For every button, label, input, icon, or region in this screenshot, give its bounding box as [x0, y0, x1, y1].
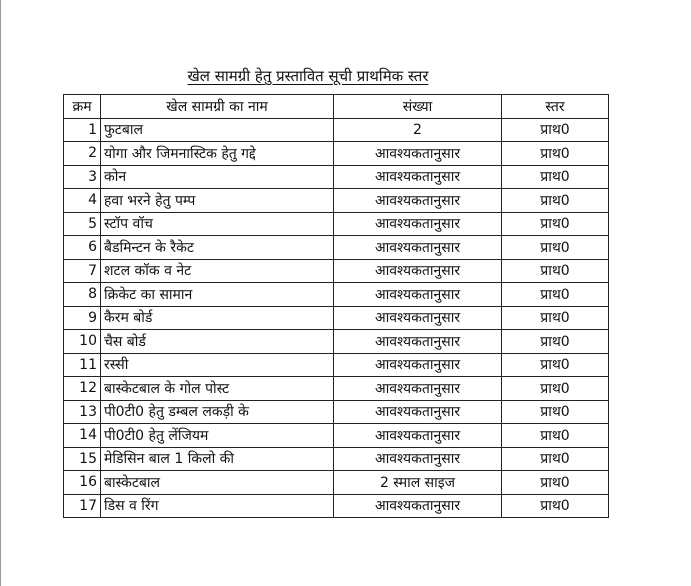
- cell-serial: 16: [64, 471, 101, 495]
- cell-level: प्राथ0: [502, 494, 609, 518]
- cell-level: प्राथ0: [502, 165, 609, 189]
- cell-level: प्राथ0: [502, 259, 609, 283]
- document-title: खेल सामग्री हेतु प्रस्तावित सूची प्राथमिक स्तर: [187, 67, 429, 85]
- cell-serial: 8: [64, 283, 101, 307]
- cell-level: प्राथ0: [502, 377, 609, 401]
- cell-level: प्राथ0: [502, 142, 609, 166]
- cell-level: प्राथ0: [502, 424, 609, 448]
- header-quantity: संख्या: [334, 95, 502, 119]
- cell-serial: 12: [64, 377, 101, 401]
- table-row: [64, 118, 609, 142]
- cell-quantity: आवश्यकतानुसार: [334, 494, 502, 518]
- table-header-row: [64, 95, 609, 119]
- cell-level: प्राथ0: [502, 118, 609, 142]
- cell-quantity: आवश्यकतानुसार: [334, 165, 502, 189]
- cell-item-name: कैरम बोर्ड: [101, 306, 334, 330]
- cell-level: प्राथ0: [502, 283, 609, 307]
- cell-serial: 10: [64, 330, 101, 354]
- table-row: [64, 353, 609, 377]
- cell-item-name: हवा भरने हेतु पम्प: [101, 189, 334, 213]
- sports-items-table: [63, 94, 609, 518]
- cell-quantity: आवश्यकतानुसार: [334, 447, 502, 471]
- table-row: [64, 212, 609, 236]
- cell-item-name: स्टॉप वॉच: [101, 212, 334, 236]
- cell-serial: 15: [64, 447, 101, 471]
- cell-level: प्राथ0: [502, 447, 609, 471]
- table-row: [64, 142, 609, 166]
- cell-item-name: रस्सी: [101, 353, 334, 377]
- cell-item-name: बैडमिन्टन के रैकेट: [101, 236, 334, 260]
- cell-item-name: बास्केटबाल: [101, 471, 334, 495]
- cell-item-name: शटल कॉक व नेट: [101, 259, 334, 283]
- cell-quantity: 2: [334, 118, 502, 142]
- cell-item-name: मेडिसिन बाल 1 किलो की: [101, 447, 334, 471]
- cell-quantity: आवश्यकतानुसार: [334, 212, 502, 236]
- table-row: [64, 236, 609, 260]
- cell-serial: 4: [64, 189, 101, 213]
- header-item-name: खेल सामग्री का नाम: [101, 95, 334, 119]
- cell-item-name: बास्केटबाल के गोल पोस्ट: [101, 377, 334, 401]
- cell-serial: 6: [64, 236, 101, 260]
- table-row: [64, 471, 609, 495]
- table-row: [64, 189, 609, 213]
- cell-level: प्राथ0: [502, 353, 609, 377]
- header-level: स्तर: [502, 95, 609, 119]
- cell-serial: 1: [64, 118, 101, 142]
- cell-level: प्राथ0: [502, 330, 609, 354]
- cell-serial: 17: [64, 494, 101, 518]
- cell-quantity: आवश्यकतानुसार: [334, 236, 502, 260]
- cell-quantity: 2 स्माल साइज: [334, 471, 502, 495]
- cell-item-name: क्रिकेट का सामान: [101, 283, 334, 307]
- cell-serial: 5: [64, 212, 101, 236]
- cell-serial: 11: [64, 353, 101, 377]
- cell-serial: 14: [64, 424, 101, 448]
- table-row: [64, 494, 609, 518]
- cell-quantity: आवश्यकतानुसार: [334, 377, 502, 401]
- cell-serial: 13: [64, 400, 101, 424]
- cell-level: प्राथ0: [502, 212, 609, 236]
- cell-level: प्राथ0: [502, 236, 609, 260]
- cell-item-name: पी0टी0 हेतु लेंजियम: [101, 424, 334, 448]
- cell-item-name: डिस व रिंग: [101, 494, 334, 518]
- table-row: [64, 283, 609, 307]
- table-row: [64, 447, 609, 471]
- cell-serial: 9: [64, 306, 101, 330]
- table-row: [64, 306, 609, 330]
- cell-level: प्राथ0: [502, 400, 609, 424]
- cell-quantity: आवश्यकतानुसार: [334, 259, 502, 283]
- cell-quantity: आवश्यकतानुसार: [334, 142, 502, 166]
- cell-quantity: आवश्यकतानुसार: [334, 330, 502, 354]
- table-row: [64, 424, 609, 448]
- cell-level: प्राथ0: [502, 471, 609, 495]
- cell-quantity: आवश्यकतानुसार: [334, 283, 502, 307]
- cell-serial: 2: [64, 142, 101, 166]
- table-row: [64, 377, 609, 401]
- cell-serial: 7: [64, 259, 101, 283]
- cell-item-name: चैस बोर्ड: [101, 330, 334, 354]
- cell-quantity: आवश्यकतानुसार: [334, 189, 502, 213]
- cell-item-name: योगा और जिमनास्टिक हेतु गद्दे: [101, 142, 334, 166]
- cell-level: प्राथ0: [502, 306, 609, 330]
- cell-quantity: आवश्यकतानुसार: [334, 353, 502, 377]
- cell-item-name: पी0टी0 हेतु डम्बल लकड़ी के: [101, 400, 334, 424]
- cell-level: प्राथ0: [502, 189, 609, 213]
- table-row: [64, 165, 609, 189]
- cell-serial: 3: [64, 165, 101, 189]
- table-row: [64, 259, 609, 283]
- table-row: [64, 330, 609, 354]
- cell-item-name: कोन: [101, 165, 334, 189]
- cell-quantity: आवश्यकतानुसार: [334, 424, 502, 448]
- cell-quantity: आवश्यकतानुसार: [334, 400, 502, 424]
- cell-quantity: आवश्यकतानुसार: [334, 306, 502, 330]
- cell-item-name: फुटबाल: [101, 118, 334, 142]
- header-serial: क्रम: [64, 95, 101, 119]
- table-row: [64, 400, 609, 424]
